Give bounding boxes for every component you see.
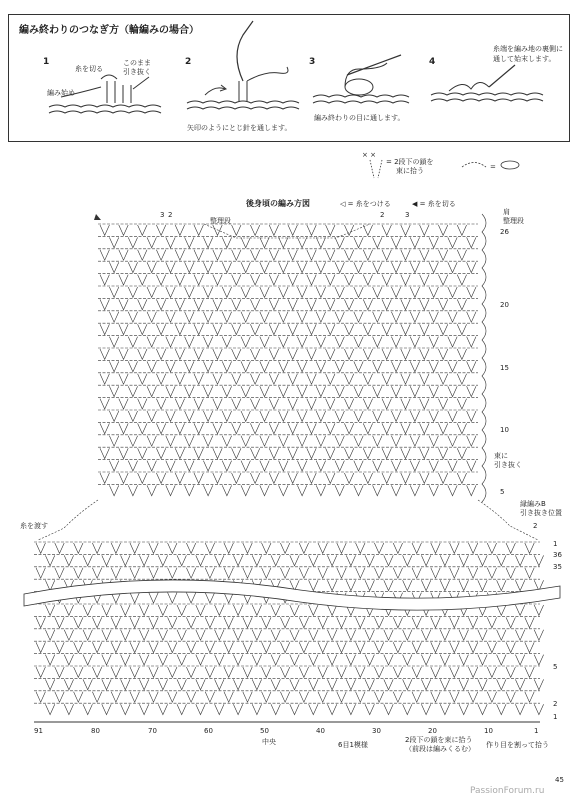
stitch-number-60: 60 [204, 727, 213, 735]
top-mark-left-3: 3 [160, 211, 165, 219]
step-1-label-start: 編み始め [47, 89, 75, 97]
stitch-number-80: 80 [91, 727, 100, 735]
mark-cut-text: ◀ = 糸を切る [412, 200, 456, 208]
legend-text-1: = 2段下の鎖を [386, 158, 434, 166]
step-4-number: 4 [429, 57, 436, 67]
top-mark-right-3: 3 [405, 211, 410, 219]
step-3-label: 編み終わりの目に通します。 [314, 114, 405, 122]
row-number-10: 10 [500, 426, 509, 434]
svg-text:=: = [490, 163, 496, 171]
row-number-5-upper: 5 [500, 488, 505, 496]
step-3-number: 3 [309, 57, 316, 67]
label-bottom-note-1: 2段下の鎖を束に拾う [405, 736, 473, 744]
row-number-15: 15 [500, 364, 509, 372]
stitch-number-1: 1 [534, 727, 539, 735]
label-center: 中央 [262, 738, 276, 746]
stitch-number-70: 70 [148, 727, 157, 735]
legend-symbol: × × [362, 151, 376, 159]
label-bundle-1: 束に [494, 452, 508, 460]
stitch-number-40: 40 [316, 727, 325, 735]
step-1-label-cut: 糸を切る [75, 65, 103, 73]
step-1-number: 1 [43, 57, 50, 67]
label-edge-1: 縁編みB [520, 500, 546, 508]
step-4-label-1: 糸端を編み地の裏側に [493, 45, 563, 53]
row-number-2-upper: 2 [533, 522, 538, 530]
stitch-number-20: 20 [428, 727, 437, 735]
row-number-1-upper: 1 [553, 540, 558, 548]
top-mark-left-2: 2 [168, 211, 173, 219]
stitch-number-91: 91 [34, 727, 43, 735]
top-mark-right-2: 2 [380, 211, 385, 219]
label-thread-pass: 糸を渡す [20, 522, 48, 530]
label-pattern-repeat: 6目1模様 [338, 741, 368, 749]
label-edge-2: 引き抜き位置 [520, 509, 562, 517]
row-number-26: 26 [500, 228, 509, 236]
row-number-35: 35 [553, 563, 562, 571]
step-1-label-keep: このまま [123, 59, 151, 67]
mark-join-text: ◁ = 糸をつける [340, 200, 391, 208]
label-bottom-pick: 作り目を割って拾う [486, 741, 549, 749]
chart-stitches [34, 214, 544, 722]
label-bottom-note-2: （前段は編みくるむ） [405, 745, 475, 753]
step-4-label-2: 通して始末します。 [493, 55, 556, 63]
page-number: 45 [555, 776, 564, 784]
step-2-number: 2 [185, 57, 192, 67]
legend-text-2: 束に拾う [396, 167, 424, 175]
label-adjust-right: 整理段 [503, 217, 524, 225]
row-number-5-lower: 5 [553, 663, 558, 671]
label-adjust-left: 整理段 [210, 217, 231, 225]
step-2-label: 矢印のようにとじ針を通します。 [187, 124, 292, 132]
row-number-1-lower: 1 [553, 713, 558, 721]
label-shoulder: 肩 [503, 208, 510, 216]
stitch-number-50: 50 [260, 727, 269, 735]
watermark: PassionForum.ru [470, 786, 545, 796]
joining-title: 編み終わりのつなぎ方（輪編みの場合） [19, 25, 199, 36]
chart-title: 後身頃の編み方図 [246, 199, 310, 208]
step-1-label-pull: 引き抜く [123, 68, 151, 76]
row-number-2-lower: 2 [553, 700, 558, 708]
row-number-20: 20 [500, 301, 509, 309]
row-number-36: 36 [553, 551, 562, 559]
stitch-number-30: 30 [372, 727, 381, 735]
stitch-number-10: 10 [484, 727, 493, 735]
label-bundle-2: 引き抜く [494, 461, 522, 469]
